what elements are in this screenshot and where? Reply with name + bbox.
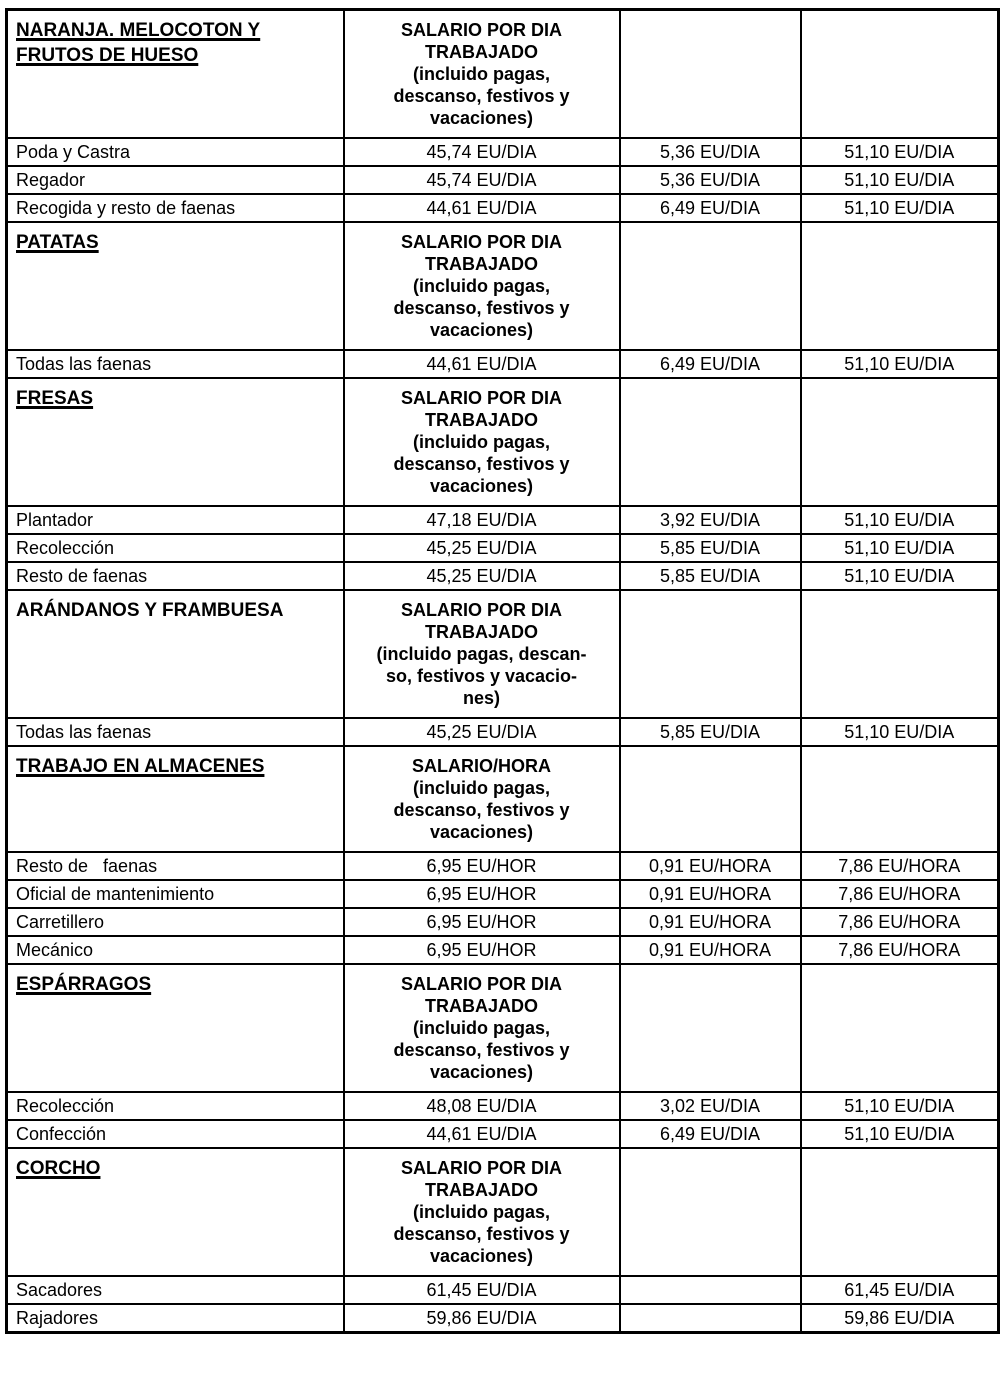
total-salary-value: 51,10 EU/DIA [801, 562, 999, 590]
total-salary-value: 51,10 EU/DIA [801, 194, 999, 222]
empty-header-cell-supplement [620, 1148, 801, 1276]
base-salary-value: 6,95 EU/HOR [344, 880, 620, 908]
salary-column-header-line: vacaciones) [429, 320, 534, 340]
section-title [7, 378, 344, 506]
table-row [7, 350, 999, 378]
salary-column-header-line: TRABAJADO [424, 1180, 538, 1200]
empty-header-cell-supplement [620, 222, 801, 350]
salary-column-header-line: (incluido pagas, [412, 1018, 550, 1038]
supplement-salary-value: 0,91 EU/HORA [620, 908, 801, 936]
total-salary-value: 59,86 EU/DIA [801, 1304, 999, 1333]
salary-column-header-line: descanso, festivos y [393, 86, 570, 106]
empty-header-cell-total [801, 590, 999, 718]
supplement-salary-value: 6,49 EU/DIA [620, 350, 801, 378]
table-row [7, 1092, 999, 1120]
table-row [7, 166, 999, 194]
row-label: Confección [7, 1120, 344, 1148]
salary-column-header-line: SALARIO POR DIA [400, 974, 562, 994]
empty-header-cell-total [801, 746, 999, 852]
row-label: Todas las faenas [7, 350, 344, 378]
supplement-salary-value [620, 1304, 801, 1333]
section-header-row [7, 590, 999, 718]
base-salary-value: 6,95 EU/HOR [344, 936, 620, 964]
table-row [7, 138, 999, 166]
base-salary-value: 44,61 EU/DIA [344, 194, 620, 222]
section-title [7, 10, 344, 139]
total-salary-value: 51,10 EU/DIA [801, 166, 999, 194]
salary-column-header-line: descanso, festivos y [393, 298, 570, 318]
base-salary-value: 61,45 EU/DIA [344, 1276, 620, 1304]
salary-column-header-line: SALARIO POR DIA [400, 388, 562, 408]
salary-column-header-line: nes) [462, 688, 500, 708]
base-salary-value: 45,74 EU/DIA [344, 166, 620, 194]
salary-column-header [344, 964, 620, 1092]
empty-header-cell-total [801, 378, 999, 506]
table-row [7, 908, 999, 936]
section-title [7, 1148, 344, 1276]
section-header-row [7, 1148, 999, 1276]
section-title [7, 746, 344, 852]
section-title-line: FRUTOS DE HUESO [16, 45, 199, 66]
total-salary-value: 51,10 EU/DIA [801, 506, 999, 534]
row-label: Todas las faenas [7, 718, 344, 746]
salary-column-header [344, 746, 620, 852]
section-title [7, 222, 344, 350]
salary-column-header [344, 10, 620, 139]
row-label: Recolección [7, 1092, 344, 1120]
salary-column-header-line: descanso, festivos y [393, 800, 570, 820]
salary-column-header-line: descanso, festivos y [393, 1224, 570, 1244]
salary-column-header-line: vacaciones) [429, 1246, 534, 1266]
section-title-line: ESPÁRRAGOS [16, 974, 152, 995]
salary-column-header-line: descanso, festivos y [393, 454, 570, 474]
table-row [7, 1304, 999, 1333]
total-salary-value: 51,10 EU/DIA [801, 534, 999, 562]
row-label: Rajadores [7, 1304, 344, 1333]
salary-column-header-line: SALARIO/HORA [412, 756, 551, 776]
salary-column-header-line: (incluido pagas, [412, 432, 550, 452]
supplement-salary-value: 3,92 EU/DIA [620, 506, 801, 534]
section-header-row [7, 222, 999, 350]
table-row [7, 1120, 999, 1148]
row-label: Carretillero [7, 908, 344, 936]
salary-column-header-line: vacaciones) [429, 822, 534, 842]
base-salary-value: 44,61 EU/DIA [344, 350, 620, 378]
supplement-salary-value: 5,36 EU/DIA [620, 138, 801, 166]
supplement-salary-value: 5,85 EU/DIA [620, 562, 801, 590]
base-salary-value: 59,86 EU/DIA [344, 1304, 620, 1333]
salary-column-header-line: (incluido pagas, [412, 1202, 550, 1222]
supplement-salary-value: 0,91 EU/HORA [620, 852, 801, 880]
supplement-salary-value: 0,91 EU/HORA [620, 880, 801, 908]
table-row [7, 194, 999, 222]
base-salary-value: 45,25 EU/DIA [344, 718, 620, 746]
salary-column-header-line: TRABAJADO [424, 254, 538, 274]
total-salary-value: 7,86 EU/HORA [801, 936, 999, 964]
section-title-line: CORCHO [16, 1158, 101, 1179]
supplement-salary-value: 6,49 EU/DIA [620, 1120, 801, 1148]
row-label: Recolección [7, 534, 344, 562]
salary-column-header-line: (incluido pagas, [412, 64, 550, 84]
section-header-row [7, 746, 999, 852]
row-label: Resto de faenas [7, 852, 344, 880]
section-title-line: TRABAJO EN ALMACENES [16, 756, 265, 777]
salary-column-header-line: (incluido pagas, [412, 778, 550, 798]
row-label: Recogida y resto de faenas [7, 194, 344, 222]
table-row [7, 562, 999, 590]
salary-column-header-line: TRABAJADO [424, 622, 538, 642]
salary-column-header-line: SALARIO POR DIA [400, 232, 562, 252]
salary-column-header-line: (incluido pagas, descan- [376, 644, 587, 664]
table-row [7, 718, 999, 746]
total-salary-value: 61,45 EU/DIA [801, 1276, 999, 1304]
salary-column-header-line: TRABAJADO [424, 42, 538, 62]
salary-column-header-line: SALARIO POR DIA [400, 1158, 562, 1178]
salary-column-header-line: TRABAJADO [424, 410, 538, 430]
total-salary-value: 7,86 EU/HORA [801, 908, 999, 936]
section-title-line: ARÁNDANOS Y FRAMBUESA [16, 600, 284, 621]
salary-column-header-line: descanso, festivos y [393, 1040, 570, 1060]
base-salary-value: 44,61 EU/DIA [344, 1120, 620, 1148]
salary-column-header-line: vacaciones) [429, 108, 534, 128]
salary-column-header [344, 1148, 620, 1276]
salary-column-header [344, 222, 620, 350]
supplement-salary-value: 0,91 EU/HORA [620, 936, 801, 964]
base-salary-value: 47,18 EU/DIA [344, 506, 620, 534]
total-salary-value: 7,86 EU/HORA [801, 880, 999, 908]
empty-header-cell-supplement [620, 590, 801, 718]
base-salary-value: 45,25 EU/DIA [344, 562, 620, 590]
base-salary-value: 6,95 EU/HOR [344, 908, 620, 936]
salary-column-header-line: so, festivos y vacacio- [385, 666, 578, 686]
total-salary-value: 51,10 EU/DIA [801, 718, 999, 746]
empty-header-cell-total [801, 10, 999, 139]
salary-column-header [344, 378, 620, 506]
section-title-line: NARANJA. MELOCOTON Y [16, 20, 261, 41]
row-label: Sacadores [7, 1276, 344, 1304]
base-salary-value: 6,95 EU/HOR [344, 852, 620, 880]
table-row [7, 936, 999, 964]
supplement-salary-value: 5,85 EU/DIA [620, 718, 801, 746]
row-label: Poda y Castra [7, 138, 344, 166]
supplement-salary-value [620, 1276, 801, 1304]
table-row [7, 1276, 999, 1304]
table-row [7, 506, 999, 534]
section-header-row [7, 10, 999, 139]
supplement-salary-value: 5,85 EU/DIA [620, 534, 801, 562]
salary-column-header-line: (incluido pagas, [412, 276, 550, 296]
supplement-salary-value: 3,02 EU/DIA [620, 1092, 801, 1120]
base-salary-value: 45,74 EU/DIA [344, 138, 620, 166]
base-salary-value: 48,08 EU/DIA [344, 1092, 620, 1120]
row-label: Regador [7, 166, 344, 194]
base-salary-value: 45,25 EU/DIA [344, 534, 620, 562]
empty-header-cell-supplement [620, 378, 801, 506]
table-row [7, 852, 999, 880]
supplement-salary-value: 6,49 EU/DIA [620, 194, 801, 222]
total-salary-value: 51,10 EU/DIA [801, 350, 999, 378]
table-row [7, 880, 999, 908]
empty-header-cell-total [801, 222, 999, 350]
table-row [7, 534, 999, 562]
total-salary-value: 7,86 EU/HORA [801, 852, 999, 880]
empty-header-cell-supplement [620, 964, 801, 1092]
total-salary-value: 51,10 EU/DIA [801, 138, 999, 166]
row-label: Resto de faenas [7, 562, 344, 590]
section-header-row [7, 964, 999, 1092]
section-title [7, 964, 344, 1092]
salary-column-header-line: vacaciones) [429, 476, 534, 496]
row-label: Plantador [7, 506, 344, 534]
empty-header-cell-supplement [620, 746, 801, 852]
salary-table-body [7, 10, 999, 1333]
salary-column-header-line: TRABAJADO [424, 996, 538, 1016]
total-salary-value: 51,10 EU/DIA [801, 1092, 999, 1120]
total-salary-value: 51,10 EU/DIA [801, 1120, 999, 1148]
salary-column-header-line: SALARIO POR DIA [400, 600, 562, 620]
section-title [7, 590, 344, 718]
row-label: Oficial de mantenimiento [7, 880, 344, 908]
salary-column-header-line: vacaciones) [429, 1062, 534, 1082]
section-title-line: PATATAS [16, 232, 99, 253]
row-label: Mecánico [7, 936, 344, 964]
empty-header-cell-total [801, 1148, 999, 1276]
empty-header-cell-total [801, 964, 999, 1092]
section-title-line: FRESAS [16, 388, 94, 409]
salary-column-header [344, 590, 620, 718]
empty-header-cell-supplement [620, 10, 801, 139]
salary-table [5, 8, 1000, 1334]
salary-column-header-line: SALARIO POR DIA [400, 20, 562, 40]
supplement-salary-value: 5,36 EU/DIA [620, 166, 801, 194]
section-header-row [7, 378, 999, 506]
